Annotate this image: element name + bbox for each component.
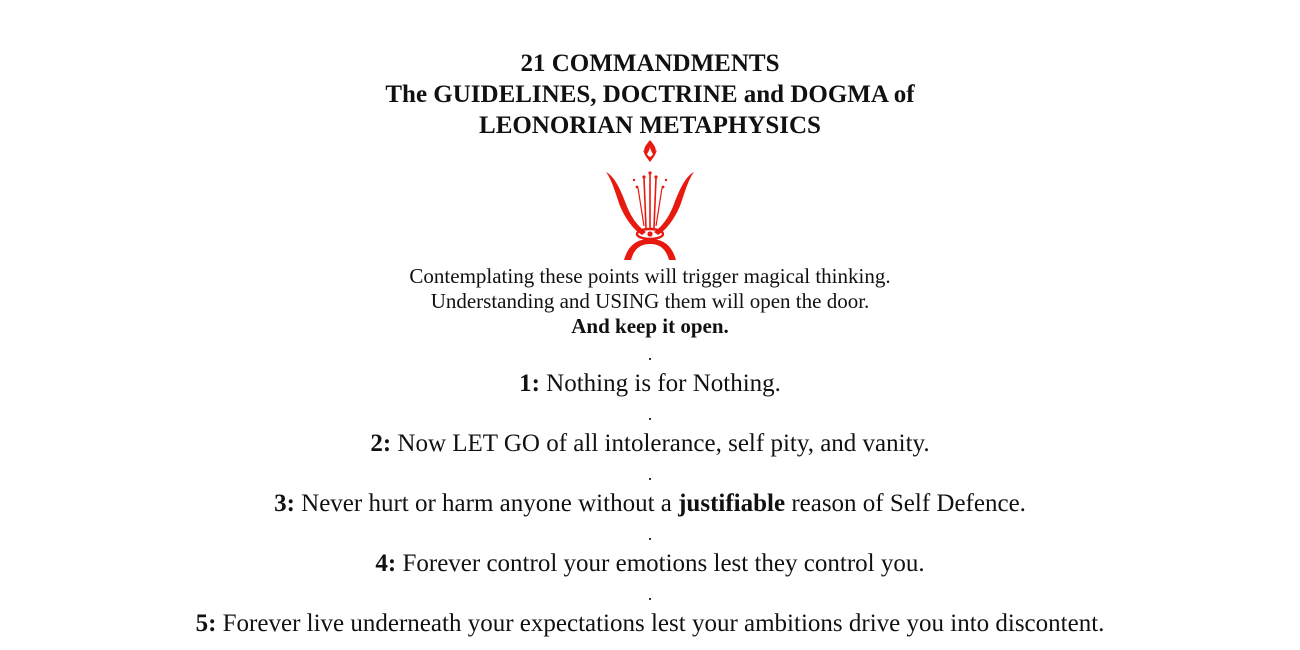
commandment-number: 5: <box>195 610 217 637</box>
commandment-4 <box>0 544 1300 584</box>
commandment-number: 1: <box>519 370 540 397</box>
commandment-text: Now LET GO of all intolerance, self pity, and vanity. <box>397 430 930 457</box>
commandment-5 <box>0 604 1300 644</box>
intro-line-1: Contemplating these points will trigger magical thinking. <box>409 264 891 288</box>
commandment-number: 4: <box>375 550 397 577</box>
commandments-list <box>0 344 1300 644</box>
commandment-2 <box>0 424 1300 464</box>
commandment-number: 2: <box>370 430 392 457</box>
document-title <box>0 48 1300 141</box>
separator-dot: . <box>647 584 653 604</box>
commandment-emphasis: justifiable <box>678 490 786 517</box>
trident-lyre-emblem-icon <box>590 136 710 262</box>
title-line-1: 21 COMMANDMENTS <box>520 50 780 77</box>
commandment-1 <box>0 364 1300 404</box>
separator-dot: . <box>647 404 653 424</box>
commandment-text-after: reason of Self Defence. <box>791 490 1026 517</box>
commandment-text-before: Never hurt or harm anyone without a <box>301 490 672 517</box>
commandment-text: Forever live underneath your expectations lest your ambitions drive you into discontent. <box>222 610 1105 637</box>
title-line-2: The GUIDELINES, DOCTRINE and DOGMA of <box>385 81 915 108</box>
separator-dot: . <box>647 344 653 364</box>
title-line-3: LEONORIAN METAPHYSICS <box>479 112 821 139</box>
commandment-text: Nothing is for Nothing. <box>546 370 781 397</box>
intro-paragraph <box>0 264 1300 339</box>
commandment-number: 3: <box>274 490 295 517</box>
separator-dot: . <box>647 524 653 544</box>
separator-dot: . <box>647 464 653 484</box>
commandment-3 <box>0 484 1300 524</box>
commandment-text: Forever control your emotions lest they control you. <box>402 550 925 577</box>
intro-line-2: Understanding and USING them will open the door. <box>430 289 870 313</box>
intro-line-3: And keep it open. <box>571 314 729 338</box>
